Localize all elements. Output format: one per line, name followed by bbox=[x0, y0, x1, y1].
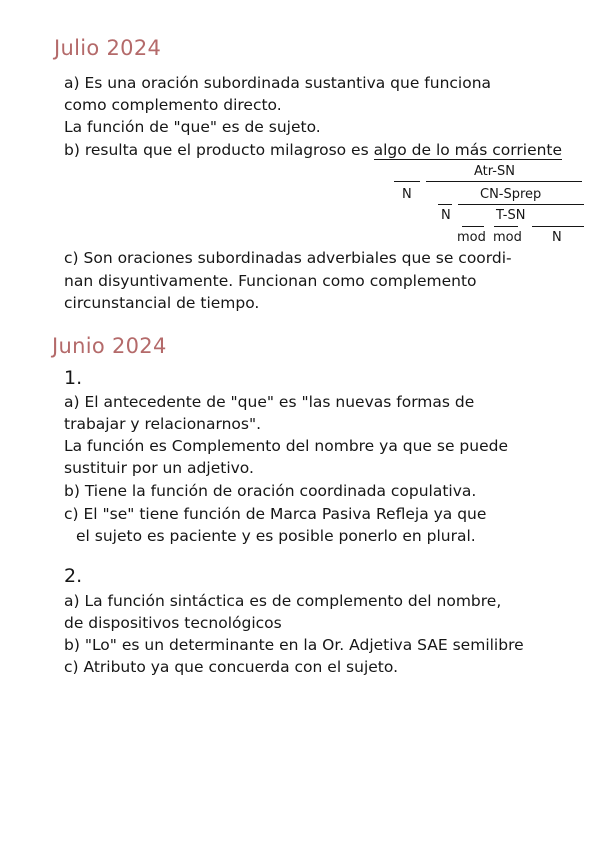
q1-a-line-1: a) El antecedente de "que" es "las nuevas formas de bbox=[64, 393, 475, 411]
answer-a-line-2: como complemento directo. bbox=[64, 96, 282, 114]
tree-bar-mod1 bbox=[462, 226, 484, 227]
tree-bar-n3 bbox=[532, 226, 584, 227]
tree-label-atr-sn: Atr-SN bbox=[474, 164, 515, 179]
answer-b-prefix: b) resulta que el producto milagroso es bbox=[64, 141, 374, 159]
q1-b-line-1: b) Tiene la función de oración coordinada copulativa. bbox=[64, 482, 477, 500]
tree-bar-n1 bbox=[394, 181, 420, 182]
answer-c-line-2: nan disyuntivamente. Funcionan como complemento bbox=[64, 272, 477, 290]
answer-c-line-3: circunstancial de tiempo. bbox=[64, 294, 260, 312]
answer-a-line-1: a) Es una oración subordinada sustantiva que funciona bbox=[64, 74, 492, 92]
tree-label-n1: N bbox=[402, 187, 412, 202]
q1-c-line-2: el sujeto es paciente y es posible ponerlo en plural. bbox=[76, 527, 476, 545]
q2-c-line-1: c) Atributo ya que concuerda con el sujeto. bbox=[64, 658, 399, 676]
tree-bar-atr bbox=[426, 181, 582, 182]
q1-a-line-3: La función es Complemento del nombre ya que se puede bbox=[64, 437, 508, 455]
question-2-number: 2. bbox=[64, 565, 83, 587]
question-1-number: 1. bbox=[64, 367, 83, 389]
tree-bar-n2 bbox=[438, 204, 452, 205]
section-heading-julio: Julio 2024 bbox=[54, 36, 162, 60]
tree-label-mod1: mod bbox=[457, 230, 486, 245]
tree-label-cn-sprep: CN-Sprep bbox=[480, 187, 542, 202]
q1-c-line-1: c) El "se" tiene función de Marca Pasiva Refleja ya que bbox=[64, 505, 487, 523]
tree-bar-cn bbox=[458, 204, 584, 205]
q1-a-line-2: trabajar y relacionarnos". bbox=[64, 415, 262, 433]
tree-label-t-sn: T-SN bbox=[496, 208, 526, 223]
tree-label-n3: N bbox=[552, 230, 562, 245]
q2-a-line-1: a) La función sintáctica es de complemento del nombre, bbox=[64, 592, 502, 610]
answer-b-underlined-phrase: algo de lo más corriente bbox=[373, 141, 563, 159]
answer-b-line bbox=[64, 140, 562, 160]
tree-label-n2: N bbox=[441, 208, 451, 223]
answer-a-line-3: La función de "que" es de sujeto. bbox=[64, 118, 321, 136]
q2-b-line-1: b) "Lo" es un determinante en la Or. Adjetiva SAE semilibre bbox=[64, 636, 524, 654]
section-heading-junio: Junio 2024 bbox=[52, 334, 167, 358]
answer-c-line-1: c) Son oraciones subordinadas adverbiales que se coordi- bbox=[64, 249, 512, 267]
q2-a-line-2: de dispositivos tecnológicos bbox=[64, 614, 282, 632]
tree-bar-mod2 bbox=[494, 226, 518, 227]
tree-label-mod2: mod bbox=[493, 230, 522, 245]
q1-a-line-4: sustituir por un adjetivo. bbox=[64, 459, 254, 477]
